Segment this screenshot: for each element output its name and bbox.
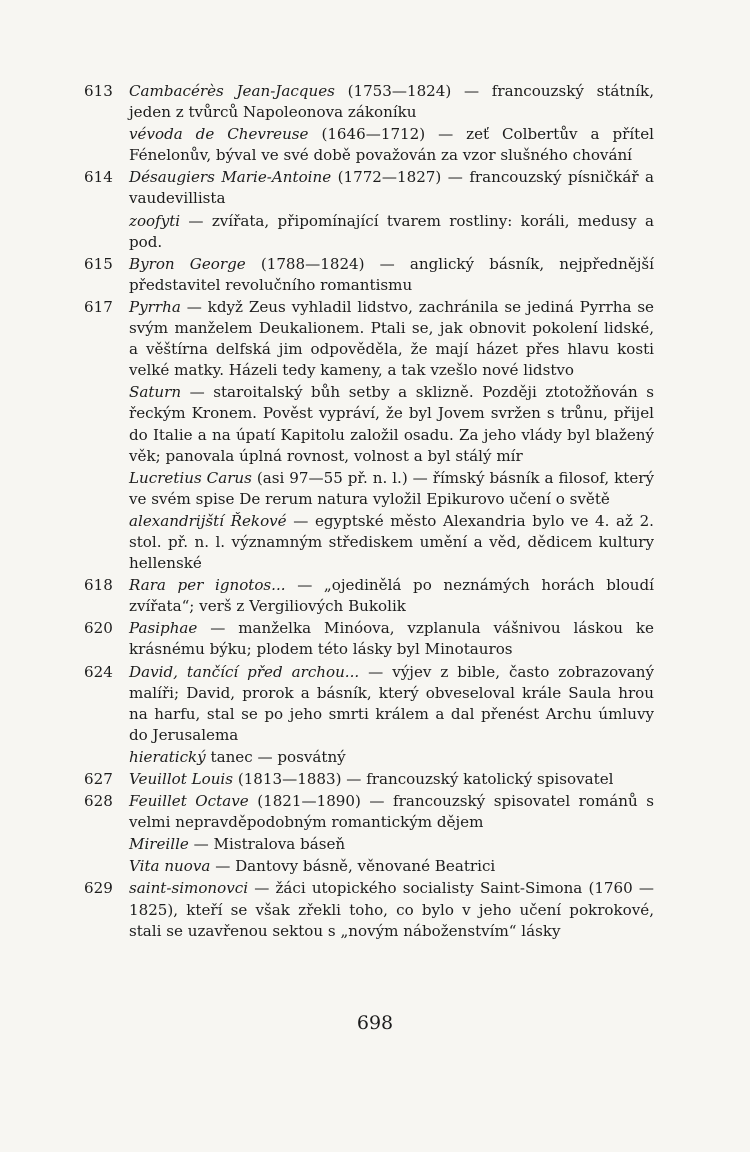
note-term: Pasiphae: [129, 619, 198, 638]
note-entry: [84, 747, 654, 768]
note-term: Saturn: [129, 383, 182, 402]
note-text: — zvířata, připomínající tvarem rostliny: koráli, medusy a pod.: [129, 211, 654, 251]
note-page-ref: 618: [84, 576, 113, 595]
note-text: — Mistralova báseň: [188, 835, 346, 854]
note-entry: [84, 297, 654, 381]
note-page-ref: 628: [84, 792, 113, 811]
note-text: (1753—1824) — francouzský státník, jeden z tvůrců Napoleonova zákoníku: [129, 82, 654, 122]
note-entry: [84, 878, 654, 941]
note-entry: [84, 511, 654, 574]
note-text: tanec — posvátný: [205, 747, 346, 766]
note-term: David, tančící před archou...: [129, 662, 360, 681]
note-term: vévoda de Chevreuse: [129, 125, 309, 144]
note-entry: [84, 167, 654, 209]
note-text: (asi 97—55 př. n. l.) — římský básník a filosof, který ve svém spise De rerum natura vyložil Epikurovo učení o světě: [129, 468, 655, 508]
note-text: — staroitalský bůh setby a sklizně. Později ztotožňován s řeckým Kronem. Pověst vypráví, že byl Jovem svržen s trůnu, přijel do Italie a na úpatí Kapitolu založil osadu. Za jeho vlády byl blažený věk; panovala úplná rovnost, volnost a byl stálý mír: [129, 383, 654, 465]
note-page-ref: 613: [84, 82, 113, 100]
note-text: — manželka Minóova, vzplanula vášnivou láskou ke krásnému býku; plodem této lásky byl Minotauros: [129, 619, 654, 659]
note-term: Cambacérès Jean-Jacques: [129, 82, 335, 100]
page-number: 698: [356, 1012, 394, 1034]
note-term: Byron George: [129, 254, 246, 273]
note-text: (1821—1890) — francouzský spisovatel románů s velmi nepravděpodobným romantickým dějem: [129, 792, 655, 832]
note-entry: [84, 575, 654, 617]
note-entry: [84, 254, 654, 296]
note-term: alexandrijští Řekové: [129, 511, 287, 530]
note-entry: [84, 791, 654, 833]
note-page-ref: 624: [84, 662, 113, 681]
note-term: Pyrrha: [129, 297, 181, 316]
note-entry: [84, 211, 654, 253]
note-text: — žáci utopického socialisty Saint-Simona (1760 — 1825), kteří se však zřekli toho, co bylo v jeho učení pokrokové, stali se uzavřenou sektou s „novým náboženstvím“ lásky: [129, 879, 654, 940]
note-page-ref: 615: [84, 254, 113, 273]
note-text: (1646—1712) — zeť Colbertův a přítel Fénelonův, býval ve své době považován za vzor slušného chování: [129, 125, 654, 165]
note-text: (1813—1883) — francouzský katolický spisovatel: [233, 770, 614, 788]
note-term: Vita nuova: [129, 857, 211, 876]
note-term: Lucretius Carus: [129, 468, 252, 487]
note-page-ref: 617: [84, 297, 113, 316]
note-text: — egyptské město Alexandria bylo ve 4. až 2. stol. př. n. l. významným střediskem umění a věd, dědicem kultury hellenské: [129, 511, 654, 573]
note-text: (1788—1824) — anglický básník, nejpřednější představitel revolučního romantismu: [129, 254, 654, 294]
note-entry: [84, 618, 654, 660]
note-entry: [84, 468, 654, 510]
note-term: Désaugiers Marie-Antoine: [129, 168, 332, 187]
note-page-ref: 620: [84, 619, 113, 638]
notes-list: [84, 81, 654, 942]
note-page-ref: 629: [84, 879, 113, 898]
note-term: hieratický: [129, 747, 206, 766]
note-text: — výjev z bible, často zobrazovaný malíři; David, prorok a básník, který obveseloval krále Saula hrou na harfu, stal se po jeho smrti králem a dal přenést Archu úmluvy do Jerusalema: [129, 662, 654, 744]
note-term: Feuillet Octave: [129, 792, 249, 811]
note-entry: [84, 124, 654, 166]
note-term: Rara per ignotos...: [129, 576, 286, 595]
note-entry: [84, 662, 654, 746]
note-text: — Dantovy básně, věnované Beatrici: [210, 857, 496, 876]
note-term: Veuillot Louis: [129, 770, 234, 788]
note-entry: [84, 81, 654, 123]
note-page-ref: 614: [84, 168, 113, 187]
note-term: saint-simonovci: [129, 879, 249, 898]
note-entry: [84, 834, 654, 855]
note-entry: [84, 382, 654, 466]
note-text: (1772—1827) — francouzský písničkář a vaudevillista: [129, 168, 655, 208]
note-entry: [84, 856, 654, 877]
note-term: Mireille: [129, 835, 189, 854]
note-term: zoofyti: [129, 211, 181, 230]
note-text: — když Zeus vyhladil lidstvo, zachránila se jediná Pyrrha se svým manželem Deukalionem. Ptali se, jak obnovit pokolení lidské, a věštírna delfská jim odpověděla, že mají házet přes hlavu kosti velké matky. Házeli tedy kameny, a tak vzešlo nové lidstvo: [129, 297, 654, 380]
note-page-ref: 627: [84, 770, 113, 788]
note-text: — „ojedinělá po neznámých horách bloudí zvířata“; verš z Vergiliových Bukolik: [129, 576, 654, 616]
note-entry: [84, 769, 654, 790]
